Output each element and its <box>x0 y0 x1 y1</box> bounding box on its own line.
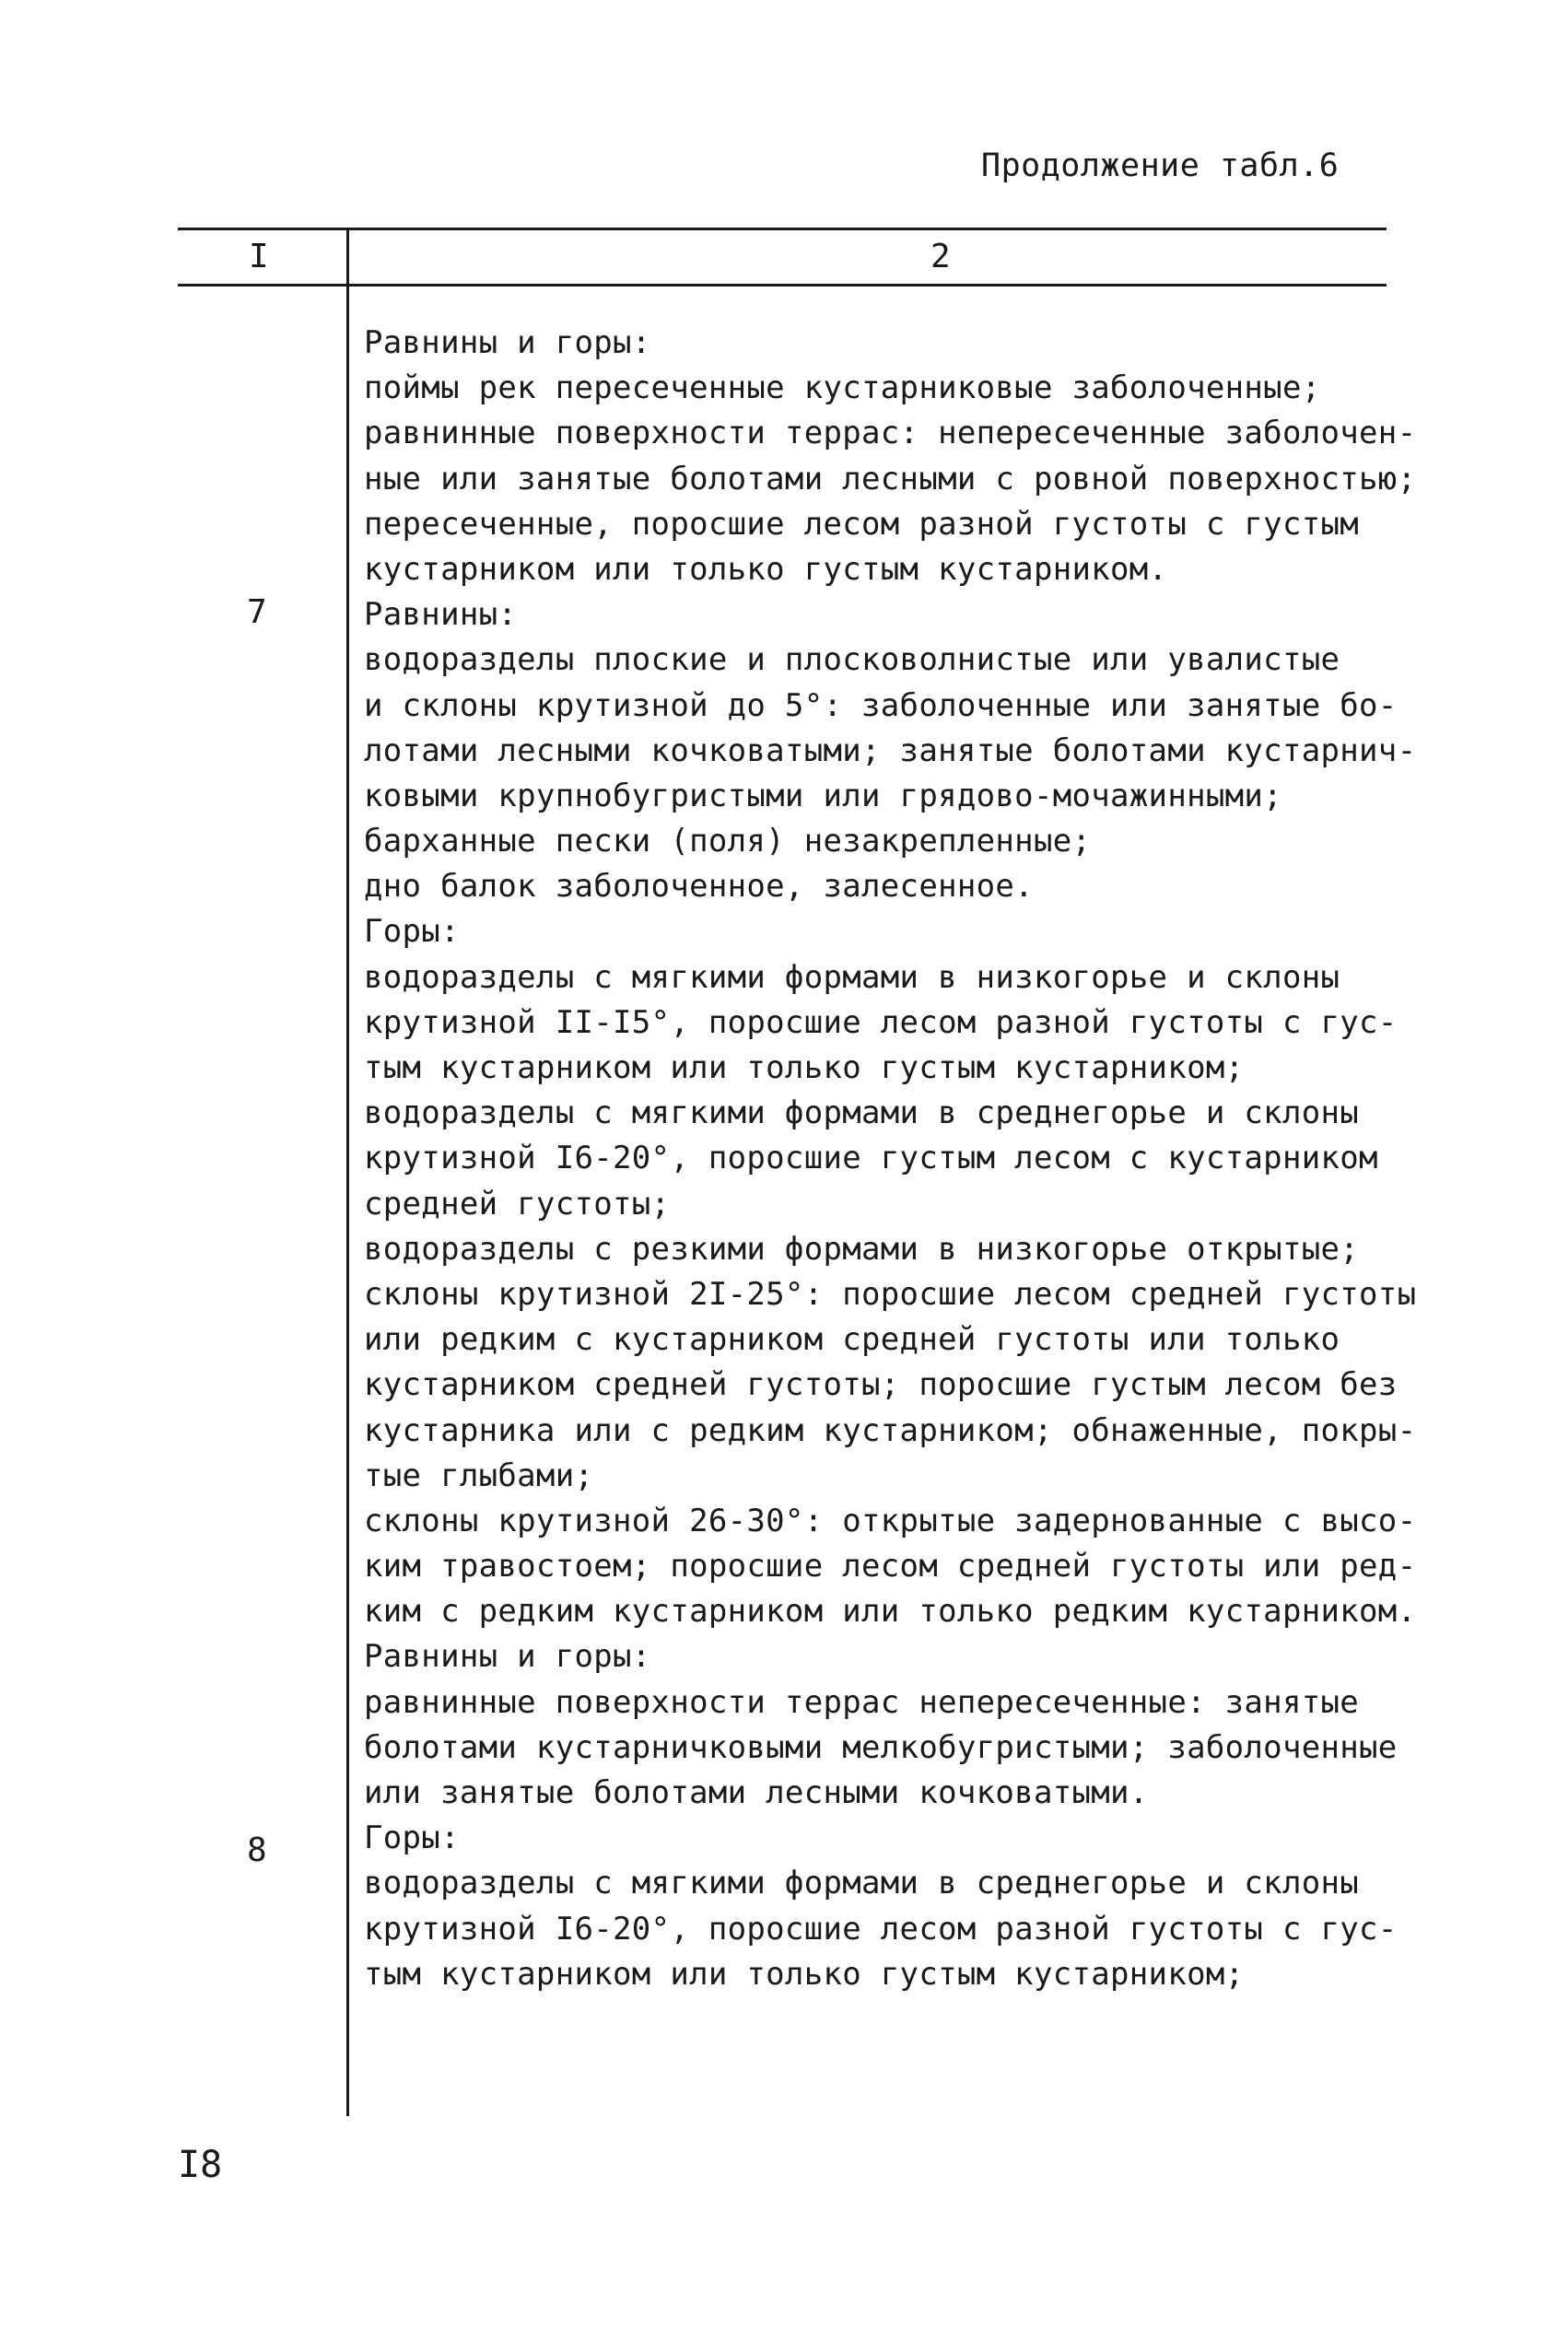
text-line: дно балок заболоченное, залесенное. <box>364 868 1034 906</box>
text-line: водоразделы с резкими формами в низкогорье открытые; <box>364 1230 1360 1268</box>
text-line: тым кустарником или только густым кустарником; <box>364 1049 1245 1086</box>
column-divider <box>346 228 349 2116</box>
text-line: лотами лесными кочковатыми; занятые болотами кустарнич- <box>364 731 1417 769</box>
text-line: Равнины и горы: <box>364 1638 651 1676</box>
table-top-rule <box>178 228 1387 230</box>
row-number-8: 8 <box>247 1831 267 1869</box>
text-line: Равнины: <box>364 596 518 634</box>
text-line: ковыми крупнобугристыми или грядово-мочажинными; <box>364 777 1282 814</box>
text-line: ким травостоем; поросшие лесом средней густоты или ред- <box>364 1548 1417 1585</box>
text-line: ким с редким кустарником или только редким кустарником. <box>364 1593 1417 1631</box>
text-line: или редким с кустарником средней густоты или только <box>364 1321 1340 1359</box>
text-line: поймы рек пересеченные кустарниковые заболоченные; <box>364 369 1321 407</box>
text-line: крутизной I6-20°, поросшие лесом разной густоты с гус- <box>364 1910 1398 1948</box>
text-line: водоразделы с мягкими формами в низкогорье и склоны <box>364 958 1340 996</box>
text-line: тым кустарником или только густым кустарником; <box>364 1955 1245 1993</box>
text-line: водоразделы с мягкими формами в среднегорье и склоны <box>364 1865 1360 1902</box>
text-line: равнинные поверхности террас непересеченные: занятые <box>364 1683 1360 1721</box>
text-line: кустарника или с редким кустарником; обнаженные, покры- <box>364 1411 1417 1449</box>
text-line: Горы: <box>364 913 460 951</box>
text-line: барханные пески (поля) незакрепленные; <box>364 823 1092 860</box>
text-line: водоразделы плоские и плосковолнистые или увалистые <box>364 641 1340 679</box>
text-line: Горы: <box>364 1819 460 1857</box>
table-continuation-caption: Продолжение табл.6 <box>981 147 1340 184</box>
text-line: средней густоты; <box>364 1185 671 1222</box>
text-line: тые глыбами; <box>364 1456 594 1494</box>
text-line: водоразделы с мягкими формами в среднегорье и склоны <box>364 1094 1360 1132</box>
text-line: кустарником или только густым кустарником. <box>364 550 1168 588</box>
text-line: или занятые болотами лесными кочковатыми. <box>364 1774 1149 1811</box>
text-line: крутизной II-I5°, поросшие лесом разной густоты с гус- <box>364 1003 1398 1041</box>
column-header-2: 2 <box>930 238 951 275</box>
text-line: ные или занятые болотами лесными с ровной поверхностью; <box>364 460 1417 497</box>
column-header-1: I <box>249 238 269 275</box>
text-line: пересеченные, поросшие лесом разной густоты с густым <box>364 505 1360 543</box>
column-2-text <box>364 321 1417 1997</box>
page-number: I8 <box>178 2144 223 2186</box>
table-header-rule <box>178 284 1387 287</box>
text-line: склоны крутизной 26-30°: открытые задернованные с высо- <box>364 1502 1417 1539</box>
text-line: Равнины и горы: <box>364 324 651 361</box>
text-line: кустарником средней густоты; поросшие густым лесом без <box>364 1366 1398 1404</box>
text-line: склоны крутизной 2I-25°: поросшие лесом средней густоты <box>364 1275 1417 1313</box>
text-line: болотами кустарничковыми мелкобугристыми; заболоченные <box>364 1728 1398 1766</box>
text-line: и склоны крутизной до 5°: заболоченные или занятые бо- <box>364 686 1398 724</box>
text-line: крутизной I6-20°, поросшие густым лесом с кустарником <box>364 1140 1378 1177</box>
text-line: равнинные поверхности террас: непересеченные заболочен- <box>364 415 1417 452</box>
row-number-7: 7 <box>247 593 267 631</box>
